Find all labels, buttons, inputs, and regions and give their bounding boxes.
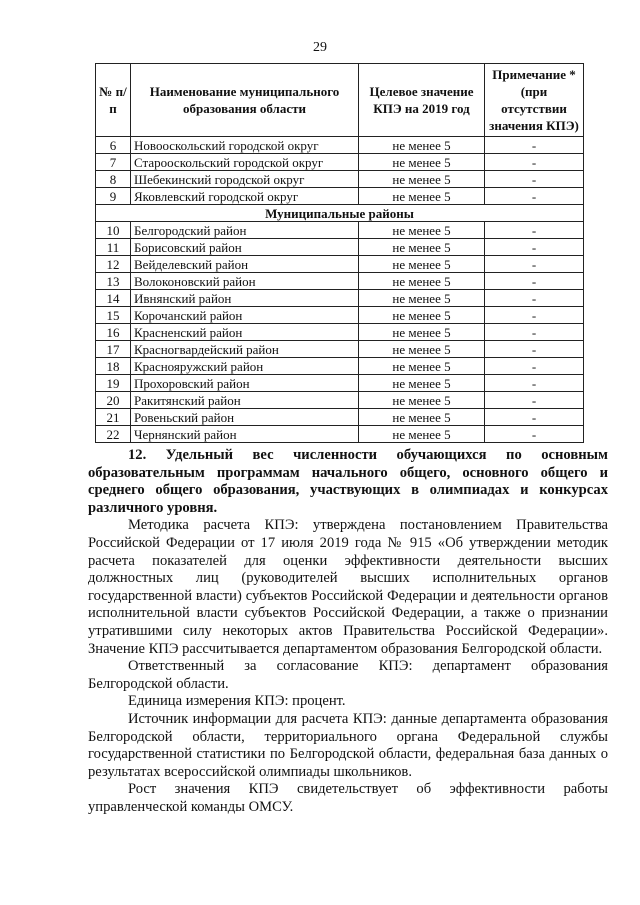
row-note: - <box>485 273 584 290</box>
table-row <box>96 222 584 239</box>
row-municipality: Волоконовский район <box>131 273 359 290</box>
row-number: 6 <box>96 137 131 154</box>
row-municipality: Ровеньский район <box>131 409 359 426</box>
document-body <box>88 447 608 816</box>
row-note: - <box>485 137 584 154</box>
kpe-table <box>95 63 584 443</box>
row-note: - <box>485 409 584 426</box>
paragraph-source: Источник информации для расчета КПЭ: данные департамента образования Белгородской области, территориального органа Федеральной службы государственной статистики по Белгородской области, федеральная база данных о результатах всероссийской олимпиады школьников. <box>88 710 608 780</box>
row-note: - <box>485 188 584 205</box>
row-target-value: не менее 5 <box>359 137 485 154</box>
row-number: 20 <box>96 392 131 409</box>
row-municipality: Прохоровский район <box>131 375 359 392</box>
table-body-bottom <box>96 222 584 443</box>
table-row <box>96 256 584 273</box>
row-target-value: не менее 5 <box>359 426 485 443</box>
row-number: 13 <box>96 273 131 290</box>
row-number: 19 <box>96 375 131 392</box>
row-number: 17 <box>96 341 131 358</box>
row-note: - <box>485 222 584 239</box>
row-target-value: не менее 5 <box>359 307 485 324</box>
table-row <box>96 426 584 443</box>
row-municipality: Чернянский район <box>131 426 359 443</box>
row-number: 18 <box>96 358 131 375</box>
table-row <box>96 239 584 256</box>
row-target-value: не менее 5 <box>359 358 485 375</box>
row-note: - <box>485 358 584 375</box>
row-municipality: Яковлевский городской округ <box>131 188 359 205</box>
row-note: - <box>485 307 584 324</box>
row-note: - <box>485 154 584 171</box>
row-municipality: Борисовский район <box>131 239 359 256</box>
header-note: Примечание * (при отсутствии значения КПЭ) <box>485 64 584 137</box>
row-municipality: Красногвардейский район <box>131 341 359 358</box>
section-heading: 12. Удельный вес численности обучающихся по основным образовательным программам начального общего, основного общего и среднего общего образования, участвующих в олимпиадах и конкурсах различного уровня. <box>88 447 608 516</box>
row-note: - <box>485 290 584 307</box>
row-number: 14 <box>96 290 131 307</box>
row-number: 8 <box>96 171 131 188</box>
row-target-value: не менее 5 <box>359 324 485 341</box>
row-target-value: не менее 5 <box>359 409 485 426</box>
page-number: 29 <box>313 40 327 55</box>
row-number: 12 <box>96 256 131 273</box>
table-row <box>96 290 584 307</box>
row-target-value: не менее 5 <box>359 392 485 409</box>
row-note: - <box>485 392 584 409</box>
row-note: - <box>485 375 584 392</box>
row-target-value: не менее 5 <box>359 256 485 273</box>
section-row <box>96 205 584 222</box>
paragraph-unit: Единица измерения КПЭ: процент. <box>128 693 346 710</box>
table-row <box>96 409 584 426</box>
paragraph-methodology: Методика расчета КПЭ: утверждена постановлением Правительства Российской Федерации от 17 июля 2019 года № 915 «Об утверждении методик расчета показателей для оценки эффективности деятельности высших должностных лиц (руководителей высших исполнительных органов государственной власти) субъектов Российской Федерации и деятельности органов исполнительной власти субъектов Российской Федерации, а также о признании утратившими силу некоторых актов Правительства Российской Федерации». Значение КПЭ рассчитывается департаментом образования Белгородской области. <box>88 517 608 657</box>
table-body-top <box>96 137 584 205</box>
row-target-value: не менее 5 <box>359 239 485 256</box>
section-title: Муниципальные районы <box>96 205 584 222</box>
row-number: 21 <box>96 409 131 426</box>
row-note: - <box>485 256 584 273</box>
paragraph-growth: Рост значения КПЭ свидетельствует об эффективности работы управленческой команды ОМСУ. <box>88 781 608 815</box>
row-target-value: не менее 5 <box>359 171 485 188</box>
row-municipality: Старооскольский городской округ <box>131 154 359 171</box>
header-number: № п/п <box>96 64 131 137</box>
row-municipality: Белгородский район <box>131 222 359 239</box>
table-row <box>96 137 584 154</box>
row-target-value: не менее 5 <box>359 154 485 171</box>
row-number: 16 <box>96 324 131 341</box>
table-row <box>96 375 584 392</box>
row-municipality: Вейделевский район <box>131 256 359 273</box>
table-row <box>96 188 584 205</box>
row-target-value: не менее 5 <box>359 222 485 239</box>
row-target-value: не менее 5 <box>359 188 485 205</box>
row-target-value: не менее 5 <box>359 273 485 290</box>
row-municipality: Шебекинский городской округ <box>131 171 359 188</box>
row-municipality: Корочанский район <box>131 307 359 324</box>
table-row <box>96 171 584 188</box>
row-number: 10 <box>96 222 131 239</box>
row-municipality: Красненский район <box>131 324 359 341</box>
row-number: 7 <box>96 154 131 171</box>
row-municipality: Новооскольский городской округ <box>131 137 359 154</box>
row-target-value: не менее 5 <box>359 375 485 392</box>
row-note: - <box>485 239 584 256</box>
table-header-row <box>96 64 584 137</box>
header-target-value: Целевое значение КПЭ на 2019 год <box>359 64 485 137</box>
table-row <box>96 273 584 290</box>
table-row <box>96 154 584 171</box>
table-row <box>96 307 584 324</box>
paragraph-responsible: Ответственный за согласование КПЭ: департамент образования Белгородской области. <box>88 658 608 692</box>
row-note: - <box>485 171 584 188</box>
table-row <box>96 324 584 341</box>
row-target-value: не менее 5 <box>359 341 485 358</box>
header-municipality: Наименование муниципального образования области <box>131 64 359 137</box>
row-municipality: Ивнянский район <box>131 290 359 307</box>
row-note: - <box>485 426 584 443</box>
row-target-value: не менее 5 <box>359 290 485 307</box>
row-number: 11 <box>96 239 131 256</box>
row-municipality: Краснояружский район <box>131 358 359 375</box>
table-row <box>96 392 584 409</box>
table-row <box>96 341 584 358</box>
row-municipality: Ракитянский район <box>131 392 359 409</box>
row-number: 15 <box>96 307 131 324</box>
table-row <box>96 358 584 375</box>
row-number: 9 <box>96 188 131 205</box>
row-note: - <box>485 341 584 358</box>
row-number: 22 <box>96 426 131 443</box>
row-note: - <box>485 324 584 341</box>
